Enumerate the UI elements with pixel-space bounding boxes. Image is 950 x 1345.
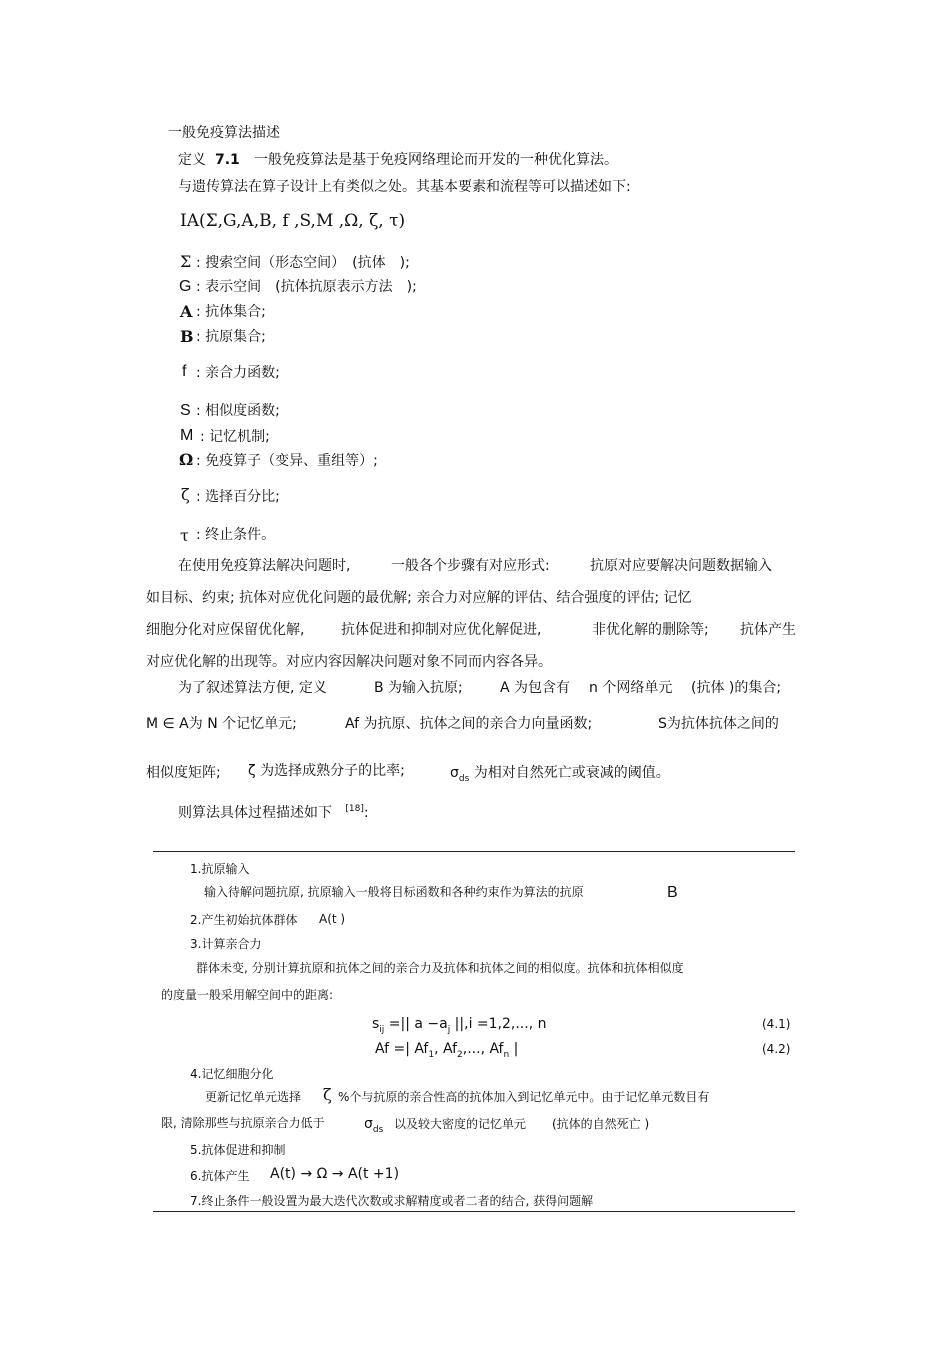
paragraph2-line2b: Af 为抗原、抗体之间的亲合力向量函数; (345, 716, 593, 732)
paragraph2-line3a: 相似度矩阵; (146, 765, 221, 781)
step4-zeta-symbol: ζ (323, 1085, 332, 1104)
element-symbol: ζ (181, 485, 190, 504)
ia-formula: IA(Σ,G,A,B, f ,S,M ,Ω, ζ, τ) (180, 211, 406, 231)
element-symbol: τ (180, 526, 189, 545)
paragraph1-line1b: 一般各个步骤有对应形式: (391, 558, 550, 574)
element-text: : 免疫算子（变异、重组等）; (196, 453, 378, 469)
step4-desc1a: 更新记忆单元选择 (205, 1090, 302, 1104)
sigma-symbol: σ (450, 765, 459, 781)
step3-desc1: 群体未变, 分别计算抗原和抗体之间的亲合力及抗体和抗体之间的相似度。抗体和抗体相似度 (196, 961, 684, 975)
paragraph1-line1a: 在使用免疫算法解决问题时, (178, 558, 351, 574)
definition-number: 7.1 (215, 152, 240, 168)
element-symbol: Σ (180, 252, 192, 271)
paragraph1-line2: 如目标、约束; 抗体对应优化问题的最优解; 亲合力对应解的评估、结合强度的评估; 记忆 (146, 590, 692, 606)
step7-title: 7.终止条件一般设置为最大迭代次数或求解精度或者二者的结合, 获得问题解 (190, 1194, 594, 1208)
element-symbol: G (179, 278, 192, 295)
paragraph2-line2c: S为抗体抗体之间的 (658, 716, 779, 732)
step3-title: 3.计算亲合力 (190, 937, 262, 951)
paragraph2-line3b: ζ 为选择成熟分子的比率; (248, 763, 405, 779)
paragraph2-line1c: A 为包含有 (500, 680, 571, 696)
paragraph2-line2a: M ∈ A为 N 个记忆单元; (146, 716, 297, 732)
step4-desc2c: (抗体的自然死亡 ) (552, 1117, 650, 1131)
element-text: : 终止条件。 (196, 527, 276, 543)
definition-label: 定义 (178, 152, 206, 168)
eq2-part2: , Af (434, 1041, 458, 1057)
step4-sigma (364, 1116, 384, 1135)
paragraph1-line3d: 抗体产生 (740, 622, 796, 638)
element-text: : 搜索空间（形态空间） (抗体 ); (196, 255, 410, 271)
step1-symbol: B (667, 884, 678, 901)
element-text: : 亲合力函数; (196, 365, 280, 381)
step4-desc2b: 以及较大密度的记忆单元 (394, 1117, 527, 1131)
element-symbol: A (180, 302, 193, 321)
step4-desc2a: 限, 清除那些与抗原亲合力低于 (161, 1116, 325, 1130)
paragraph2-line1e: (抗体 )的集合; (691, 680, 782, 696)
step2-title: 2.产生初始抗体群体 (190, 913, 298, 927)
paragraph1-line4: 对应优化解的出现等。对应内容因解决问题对象不同而内容各异。 (146, 654, 552, 670)
definition-line2: 与遗传算法在算子设计上有类似之处。其基本要素和流程等可以描述如下: (178, 179, 631, 195)
element-symbol: B (180, 327, 194, 346)
step6-title: 6.抗体产生 (190, 1169, 250, 1183)
element-text: : 表示空间 (抗体抗原表示方法 ); (196, 279, 417, 295)
process-intro-colon: : (363, 805, 369, 821)
eq1-lhs-subscript: ij (379, 1025, 385, 1035)
eq2-sub3: n (503, 1050, 510, 1060)
step6-formula: A(t) → Ω → A(t +1) (270, 1166, 400, 1182)
eq1-body-tail: ||,i =1,2,..., n (450, 1016, 547, 1032)
element-symbol: M (180, 427, 194, 444)
element-text: : 记忆机制; (200, 429, 270, 445)
eq2-part3: ,..., Af (462, 1041, 504, 1057)
eq1-lhs: s (372, 1016, 380, 1032)
step5-title: 5.抗体促进和抑制 (190, 1143, 286, 1157)
sigma-subscript: ds (458, 774, 470, 784)
paragraph1-line1c: 抗原对应要解决问题数据输入 (590, 558, 772, 574)
element-text: : 相似度函数; (196, 403, 280, 419)
step4-sigma-symbol: σ (364, 1116, 373, 1132)
eq1-body: =|| a −a (384, 1016, 448, 1032)
step3-desc2: 的度量一般采用解空间中的距离: (161, 988, 334, 1002)
equation-4-2-label: (4.2) (762, 1042, 791, 1056)
step4-desc1b: %个与抗原的亲合性高的抗体加入到记忆单元中。由于记忆单元数目有 (338, 1090, 710, 1104)
element-symbol: S (180, 402, 191, 419)
citation-ref[interactable]: [18] (345, 804, 364, 814)
step4-sigma-subscript: ds (372, 1125, 384, 1135)
element-text: : 选择百分比; (196, 489, 280, 505)
eq2-part4: | (509, 1041, 519, 1057)
equation-4-1-label: (4.1) (762, 1017, 791, 1031)
paragraph1-line3a: 细胞分化对应保留优化解, (146, 622, 305, 638)
paragraph2-line1b: B 为输入抗原; (374, 680, 463, 696)
eq2-sub2: 2 (457, 1050, 463, 1060)
eq2-sub1: 1 (428, 1050, 435, 1060)
section-title: 一般免疫算法描述 (168, 125, 280, 141)
step2-symbol: A(t ) (319, 912, 346, 926)
step4-title: 4.记忆细胞分化 (190, 1067, 274, 1081)
equation-4-1 (372, 1016, 547, 1035)
step1-title: 1.抗原输入 (190, 862, 250, 876)
algorithm-top-rule (153, 851, 795, 852)
paragraph2-line1a: 为了叙述算法方便, 定义 (178, 680, 327, 696)
paragraph1-line3b: 抗体促进和抑制对应优化解促进, (341, 622, 542, 638)
step1-desc: 输入待解问题抗原, 抗原输入一般将目标函数和各种约束作为算法的抗原 (204, 885, 584, 899)
eq2-part1: Af =| Af (375, 1041, 429, 1057)
element-symbol: Ω (179, 450, 194, 469)
algorithm-bottom-rule (153, 1211, 795, 1212)
sigma-description: 为相对自然死亡或衰减的阈值。 (473, 765, 670, 781)
process-intro-text: 则算法具体过程描述如下 (178, 805, 332, 821)
element-text: : 抗原集合; (196, 329, 266, 345)
eq1-body-subscript: j (447, 1025, 451, 1035)
element-symbol: f (182, 363, 187, 380)
definition-line1: 一般免疫算法是基于免疫网络理论而开发的一种优化算法。 (254, 152, 618, 168)
element-text: : 抗体集合; (196, 304, 266, 320)
paragraph2-line3c (450, 765, 670, 784)
equation-4-2 (375, 1041, 519, 1060)
process-intro (178, 806, 369, 820)
paragraph2-line1d: n 个网络单元 (589, 680, 673, 696)
paragraph1-line3c: 非优化解的删除等; (592, 622, 709, 638)
